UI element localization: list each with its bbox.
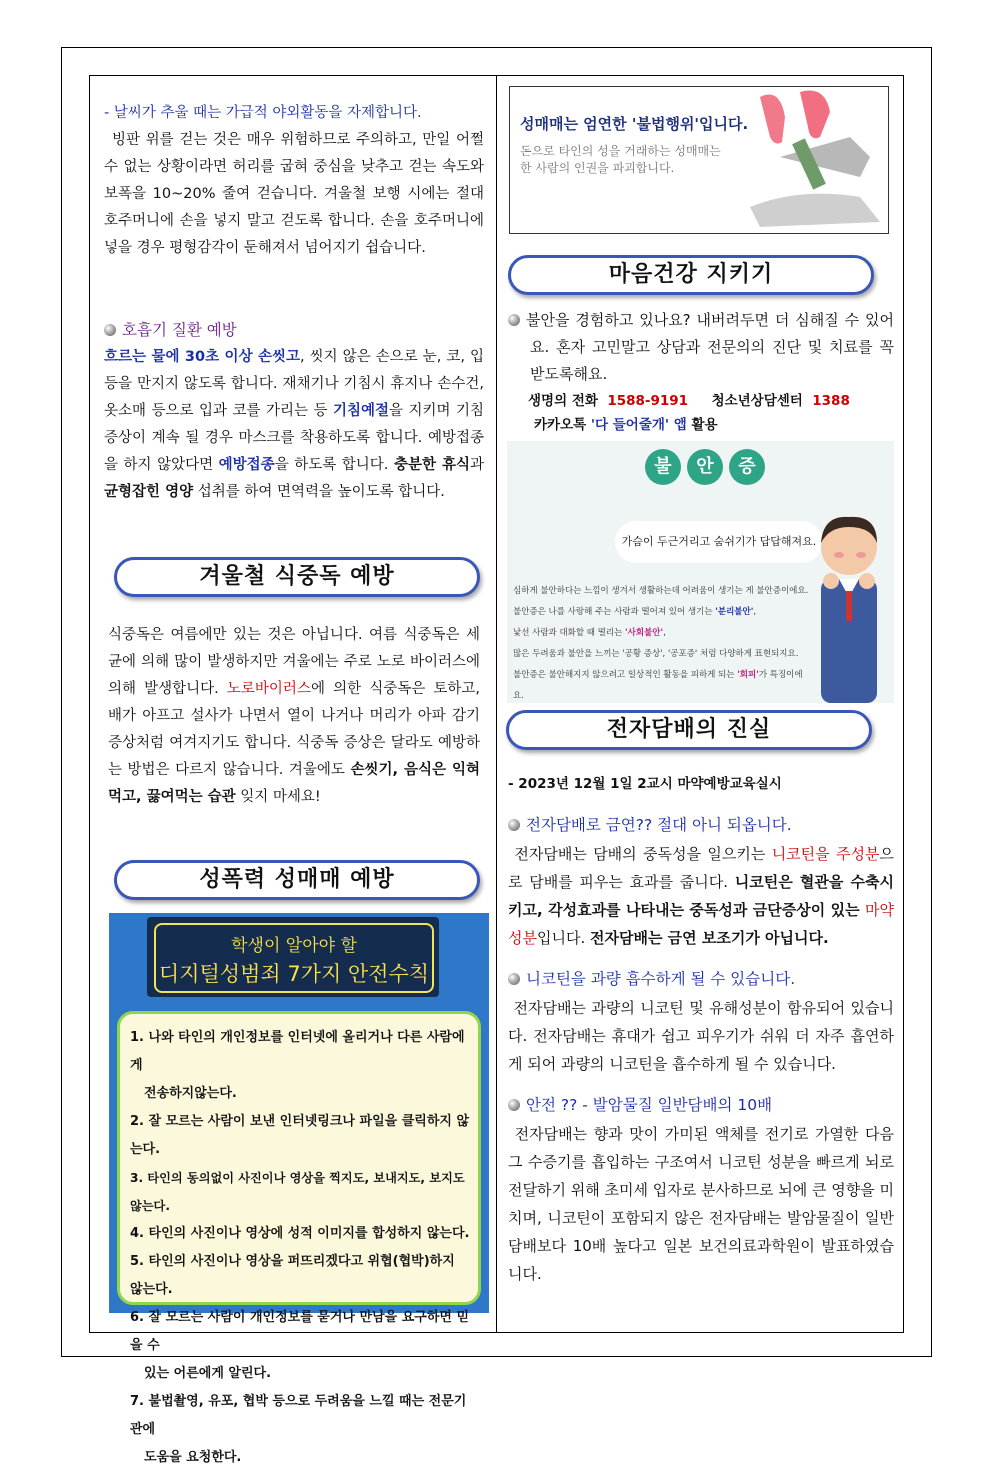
column-divider: [496, 75, 497, 1333]
ecig-title: 전자담배의 진실: [506, 710, 872, 750]
rule-1-cont: 전송하지않는다.: [144, 1086, 237, 1101]
poster-subtitle: 학생이 알아야 할: [231, 936, 357, 956]
food-poisoning-section: [108, 622, 480, 811]
poster-title-box: [147, 917, 439, 997]
prostitution-banner: [509, 86, 889, 234]
food-poisoning-title: 겨울철 식중독 예방: [114, 557, 480, 597]
ecig-date: - 2023년 12월 1일 2교시 마약예방교육실시: [508, 776, 782, 792]
rules-box: [117, 1011, 481, 1465]
rule-6-cont: 있는 어른에게 알린다.: [144, 1366, 272, 1381]
rule-3: 3. 타인의 동의없이 사진이나 영상을 찍지도, 보내지도, 보지도 않는다.: [130, 1171, 465, 1213]
bullet-icon: [508, 1099, 520, 1111]
bullet-icon: [104, 324, 116, 336]
ecig-a1: 전자담배는 담배의 중독성을 일으키는 니코틴을 주성분으로 담배를 피우는 효과를 줍니다. 니코틴은 혈관을 수축시키고, 각성효과를 나타내는 중독성과 금단증상이 있는 마약 성분입니다. 전자담배는 금연 보조기가 아닙니다.: [508, 845, 894, 947]
hands-money-illustration: [740, 87, 889, 233]
respiratory-text: 흐르는 물에 30초 이상 손씻고, 씻지 않은 손으로 눈, 코, 입 등을 만지지 않도록 합니다. 재채기나 기침시 휴지나 손수건, 옷소매 등으로 입과 코를 가리는 등 기침예절을 지키며 기침 증상이 계속 될 경우 마스크를 착용하도록 합니다. 예방접종을 하지 않았다면 예방접종을 하도록 합니다. 충분한 휴식과 균형잡힌 영양 섭취를 하여 면역력을 높이도록 합니다.: [104, 349, 484, 500]
hotline-line: 생명의 전화 1588-9191 청소년상담센터 1388: [528, 393, 850, 409]
ecig-section: [508, 770, 894, 1288]
bullet-icon: [508, 314, 520, 326]
worried-boy-illustration: [803, 505, 893, 703]
digital-safety-poster: [109, 913, 489, 1465]
food-poisoning-text: 식중독은 여름에만 있는 것은 아닙니다. 여름 식중독은 세균에 의해 많이 발생하지만 겨울에는 주로 노로 바이러스에 의해 발생합니다. 노로바이러스에 의한 식중독은 토하고, 배가 아프고 설사가 나면서 열이 나거나 머리가 아파 감기 증상처럼 여겨지기도 합니다. 식중독 증상은 달라도 예방하는 방법은 다르지 않습니다. 겨울에도 손씻기, 음식은 익혀 먹고, 끓여먹는 습관 잊지 마세요!: [108, 627, 480, 805]
bullet-icon: [508, 973, 520, 985]
mental-health-text: 불안을 경험하고 있나요? 내버려두면 더 심해질 수 있어요. 혼자 고민말고 상담과 전문의의 진단 및 치료를 꼭 받도록해요.: [526, 311, 894, 383]
rule-2: 2. 잘 모르는 사람이 보낸 인터넷링크나 파일을 클릭하지 않는다.: [130, 1114, 470, 1157]
rule-7-cont: 도움을 요청한다.: [144, 1450, 242, 1465]
mental-health-title: 마음건강 지키기: [508, 255, 874, 295]
speech-bubble: 가슴이 두근거리고 숨쉬기가 답답해져요.: [615, 521, 823, 563]
cold-weather-section: [104, 100, 484, 262]
respiratory-heading: 호흡기 질환 예방: [122, 321, 237, 339]
violence-prevention-title: 성폭력 성매매 예방: [114, 860, 480, 900]
ecig-a2: 전자담배는 과량의 니코틴 및 유해성분이 함유되어 있습니다. 전자담배는 휴대가 쉽고 피우기가 쉬워 더 자주 흡연하게 되어 과량의 니코틴을 흡수하게 될 수 있습니다.: [508, 999, 894, 1073]
bullet-icon: [508, 819, 520, 831]
rule-7: 7. 불법촬영, 유포, 협박 등으로 두려움을 느낄 때는 전문기관에: [130, 1394, 467, 1437]
rule-4: 4. 타인의 사진이나 영상에 성적 이미지를 합성하지 않는다.: [130, 1226, 470, 1241]
poster-title: 디지털성범죄 7가지 안전수칙: [158, 962, 430, 986]
ecig-q2: 니코틴을 과량 흡수하게 될 수 있습니다.: [526, 970, 796, 988]
anxiety-infographic: [507, 441, 894, 703]
banner-title: 성매매는 엄연한 '불법행위'입니다.: [520, 115, 749, 133]
cold-weather-text: 빙판 위를 걷는 것은 매우 위험하므로 주의하고, 만일 어쩔 수 없는 상황이라면 허리를 굽혀 중심을 낮추고 걷는 속도와 보폭을 10~20% 줄여 걷습니다. 겨울철 보행 시에는 절대 호주머니에 손을 넣지 말고 걷도록 합니다. 손을 호주머니에 넣을 경우 평형감각이 둔해져서 넘어지기 쉽습니다.: [104, 132, 484, 256]
rule-6: 6. 잘 모르는 사람이 개인정보를 묻거나 만남을 요구하면 믿을 수: [130, 1310, 470, 1353]
kakao-line: 카카오톡 '다 들어줄개' 앱 활용: [534, 417, 718, 433]
rule-5: 5. 타인의 사진이나 영상을 퍼뜨리겠다고 위협(협박)하지 않는다.: [130, 1254, 455, 1297]
ecig-q1: 전자담배로 금연?? 절대 아니 되옵니다.: [526, 816, 792, 834]
cold-weather-heading: - 날씨가 추울 때는 가급적 야외활동을 자제합니다.: [104, 105, 422, 121]
anxiety-title: 불 안 증: [645, 449, 765, 485]
mental-health-section: [508, 307, 894, 436]
anxiety-descriptions: 심하게 불안하다는 느낌이 생겨서 생활하는데 어려움이 생기는 게 불안증이에요. 불안증은 나를 사랑해 주는 사람과 떨어져 있어 생기는 '분리불안', 낯선 사람과 대화할 때 떨리는 '사회불안', 많은 두려움과 불안을 느끼는 '공황 증상', '공포증' 처럼 다양하게 표현되지요. 불안증은 불안해지지 않으려고 일상적인 활동을 피하게 되는 '회피'가 특징이에요.: [513, 586, 809, 701]
ecig-q3: 안전 ?? - 발암물질 일반담배의 10배: [526, 1096, 773, 1114]
banner-subtitle-2: 한 사람의 인권을 파괴합니다.: [520, 161, 675, 175]
ecig-a3: 전자담배는 향과 맛이 가미된 액체를 전기로 가열한 다음 그 수증기를 흡입하는 구조여서 니코틴 성분을 빠르게 뇌로 전달하기 위해 초미세 입자로 분사하므로 뇌에 큰 영향을 미치며, 니코틴이 포함되지 않은 전자담배는 발암물질이 일반담배보다 10배 높다고 일본 보건의료과학원이 발표하였습니다.: [508, 1125, 894, 1283]
respiratory-section: [104, 316, 484, 506]
banner-subtitle-1: 돈으로 타인의 성을 거래하는 성매매는: [520, 144, 721, 158]
rule-1: 1. 나와 타인의 개인정보를 인터넷에 올리거나 다른 사람에게: [130, 1030, 465, 1073]
